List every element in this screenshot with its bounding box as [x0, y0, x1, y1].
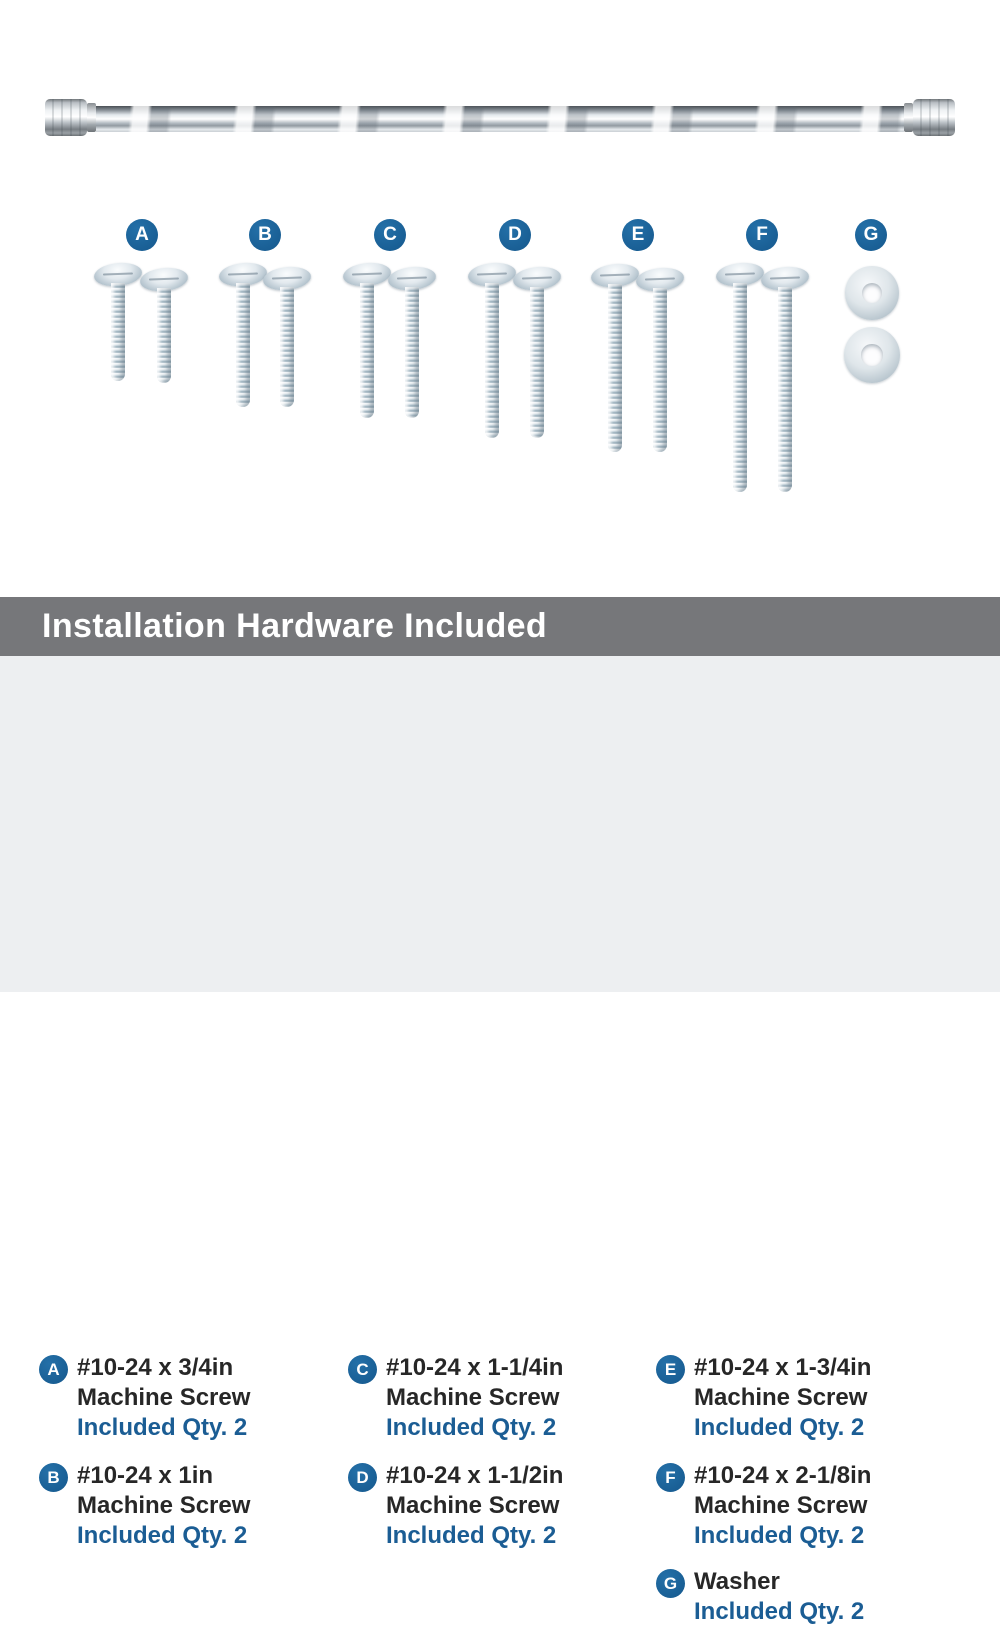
hardware-text-E [694, 1353, 871, 1443]
washer-G-1 [845, 266, 899, 320]
screw-shank [778, 287, 792, 492]
hardware-item-E [656, 1353, 871, 1443]
diagram-label-B: B [249, 219, 281, 251]
hardware-text-F [694, 1461, 871, 1551]
hardware-qty: Included Qty. 2 [694, 1598, 865, 1625]
hardware-spec: #10-24 x 2-1/8in [694, 1462, 872, 1489]
screw-F-2 [761, 267, 809, 492]
hardware-spec: #10-24 x 3/4in [77, 1354, 234, 1381]
screw-shank [405, 287, 419, 418]
hardware-qty: Included Qty. 2 [386, 1414, 557, 1441]
screw-shank [360, 283, 374, 418]
hardware-badge-D: D [348, 1463, 377, 1492]
hardware-badge-G: G [656, 1569, 685, 1598]
hardware-qty: Included Qty. 2 [77, 1522, 248, 1549]
hardware-item-B [39, 1461, 250, 1551]
diagram-label-D: D [499, 219, 531, 251]
screw-C-1 [343, 263, 391, 418]
screw-D-2 [513, 267, 561, 438]
hardware-badge-C: C [348, 1355, 377, 1384]
hardware-spec: #10-24 x 1-3/4in [694, 1354, 872, 1381]
diagram-label-C: C [374, 219, 406, 251]
hardware-text-G [694, 1567, 864, 1627]
screw-B-2 [263, 267, 311, 407]
hardware-item-F [656, 1461, 871, 1551]
section-header [0, 597, 1000, 656]
diagram-label-A: A [126, 219, 158, 251]
hardware-grid [0, 656, 1000, 1625]
screw-shank [530, 287, 544, 438]
hardware-text-D [386, 1461, 563, 1551]
screw-A-2 [140, 268, 188, 383]
hardware-qty: Included Qty. 2 [694, 1414, 865, 1441]
screw-E-2 [636, 268, 684, 452]
hardware-part-name: Machine Screw [386, 1492, 560, 1519]
screw-shank [733, 283, 747, 492]
hardware-part-name: Machine Screw [386, 1384, 560, 1411]
section-title: Installation Hardware Included [42, 607, 548, 645]
screw-D-1 [468, 263, 516, 438]
hardware-badge-E: E [656, 1355, 685, 1384]
screw-shank [280, 287, 294, 407]
hardware-badge-B: B [39, 1463, 68, 1492]
hardware-text-B [77, 1461, 250, 1551]
hardware-badge-A: A [39, 1355, 68, 1384]
washer-G-2 [844, 327, 900, 383]
screw-B-1 [219, 263, 267, 407]
hardware-part-name: Machine Screw [77, 1492, 251, 1519]
hardware-part-name: Machine Screw [694, 1492, 868, 1519]
screw-shank [157, 288, 171, 383]
diagram-label-F: F [746, 219, 778, 251]
hardware-spec: #10-24 x 1-1/2in [386, 1462, 564, 1489]
hardware-qty: Included Qty. 2 [77, 1414, 248, 1441]
screw-shank [236, 283, 250, 407]
hardware-text-C [386, 1353, 563, 1443]
hardware-qty: Included Qty. 2 [694, 1522, 865, 1549]
hardware-item-C [348, 1353, 563, 1443]
hardware-list-panel [0, 656, 1000, 1625]
screw-shank [608, 284, 622, 452]
hardware-qty: Included Qty. 2 [386, 1522, 557, 1549]
screw-F-1 [716, 263, 764, 492]
hardware-badge-F: F [656, 1463, 685, 1492]
hardware-spec: #10-24 x 1in [77, 1462, 214, 1489]
hardware-item-D [348, 1461, 563, 1551]
hardware-item-A [39, 1353, 250, 1443]
diagram-label-E: E [622, 219, 654, 251]
screw-E-1 [591, 264, 639, 452]
hardware-spec: #10-24 x 1-1/4in [386, 1354, 564, 1381]
hardware-spec: Washer [694, 1568, 780, 1595]
screw-shank [653, 288, 667, 452]
hardware-item-G [656, 1567, 864, 1627]
diagram-label-G: G [855, 219, 887, 251]
hardware-part-name: Machine Screw [77, 1384, 251, 1411]
screw-A-1 [94, 263, 142, 381]
washer-hole [862, 283, 883, 304]
screw-shank [485, 283, 499, 438]
screw-C-2 [388, 267, 436, 418]
hardware-part-name: Machine Screw [694, 1384, 868, 1411]
screw-shank [111, 283, 125, 381]
washer-hole [861, 344, 882, 365]
hardware-text-A [77, 1353, 250, 1443]
